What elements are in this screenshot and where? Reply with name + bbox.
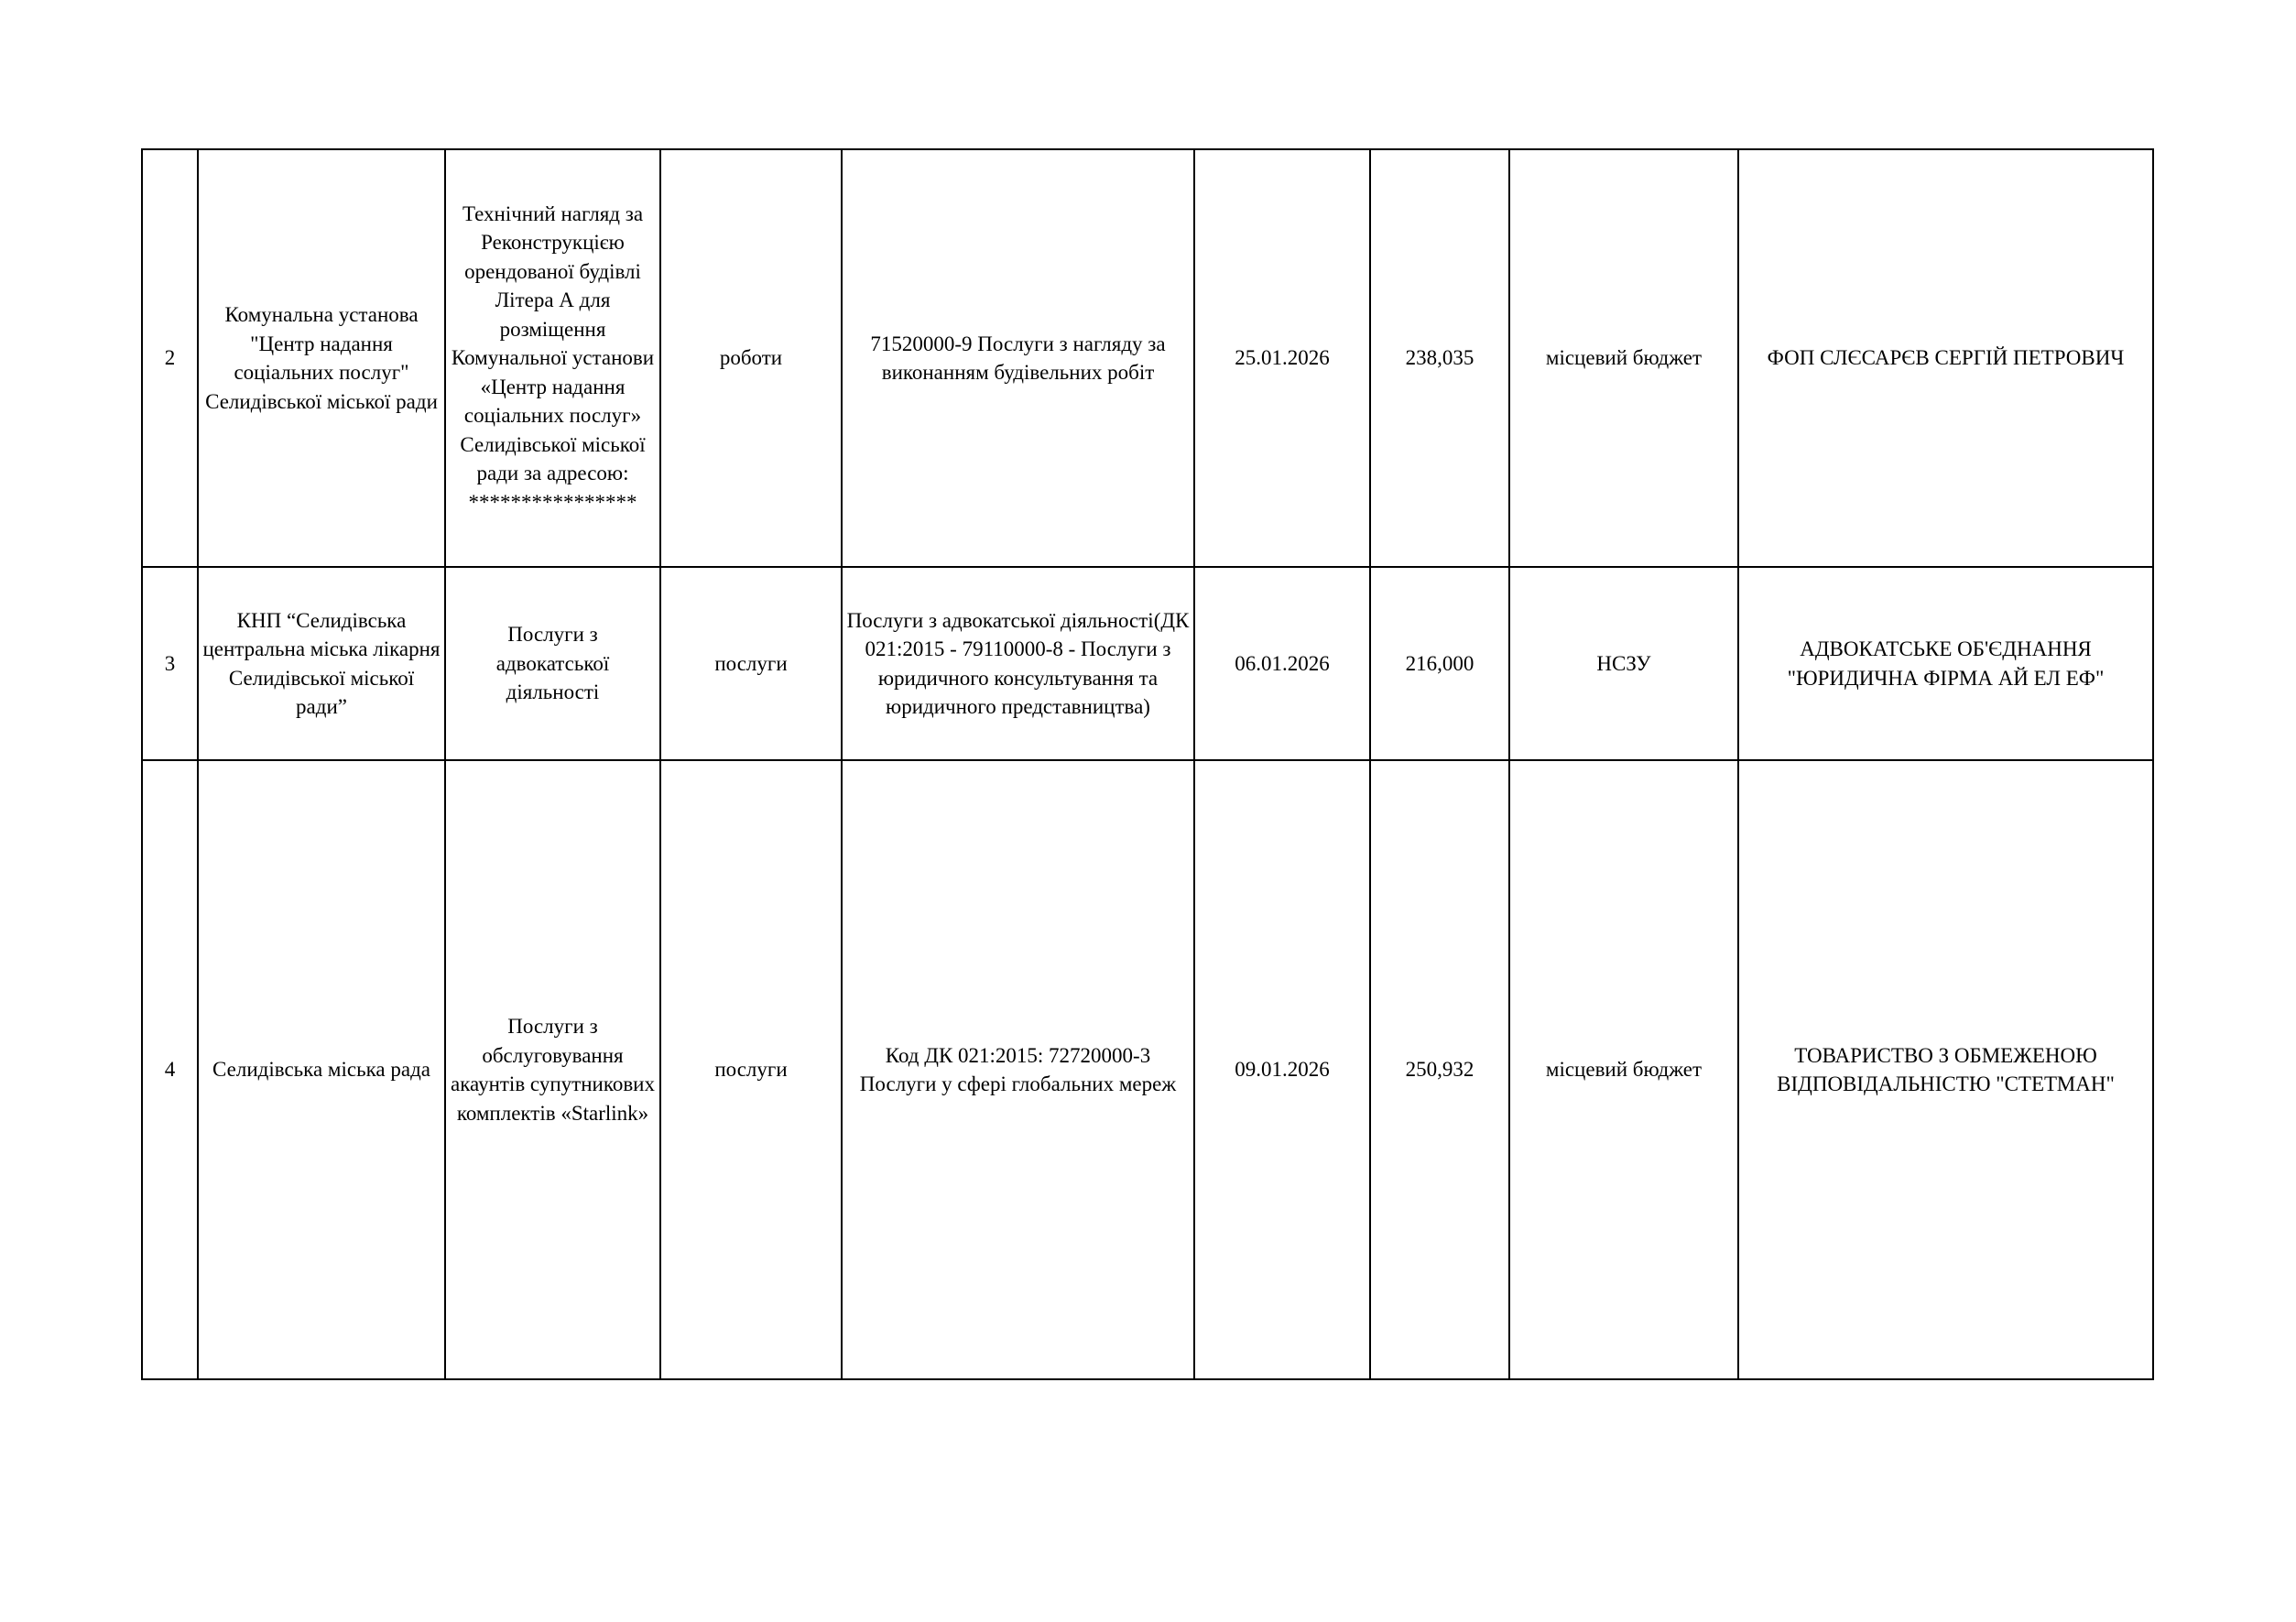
table-row [142, 149, 2153, 567]
customer-cell: Селидівська міська рада [198, 760, 445, 1379]
date-cell: 25.01.2026 [1194, 149, 1370, 567]
date-cell: 06.01.2026 [1194, 567, 1370, 760]
funding-source-cell: місцевий бюджет [1509, 149, 1738, 567]
amount-cell: 216,000 [1370, 567, 1509, 760]
subject-cell: Технічний нагляд за Реконструкцією орендованої будівлі Літера А для розміщення Комунальної установи «Центр надання соціальних послуг» Селидівської міської ради за адресою: **************** [445, 149, 660, 567]
supplier-cell: ТОВАРИСТВО З ОБМЕЖЕНОЮ ВІДПОВІДАЛЬНІСТЮ "СТЕТМАН" [1738, 760, 2153, 1379]
funding-source-cell: місцевий бюджет [1509, 760, 1738, 1379]
classifier-code-cell: Код ДК 021:2015: 72720000-3 Послуги у сфері глобальних мереж [842, 760, 1194, 1379]
customer-cell: КНП “Селидівська центральна міська лікарня Селидівської міської ради” [198, 567, 445, 760]
procurement-sheet [141, 148, 2154, 1380]
classifier-code-cell: 71520000-9 Послуги з нагляду за виконанням будівельних робіт [842, 149, 1194, 567]
supplier-cell: АДВОКАТСЬКЕ ОБ'ЄДНАННЯ "ЮРИДИЧНА ФІРМА АЙ ЕЛ ЕФ" [1738, 567, 2153, 760]
funding-source-cell: НСЗУ [1509, 567, 1738, 760]
procurement-table [141, 148, 2154, 1380]
table-row [142, 567, 2153, 760]
amount-cell: 238,035 [1370, 149, 1509, 567]
table-row [142, 760, 2153, 1379]
subject-cell: Послуги з адвокатської діяльності [445, 567, 660, 760]
amount-cell: 250,932 [1370, 760, 1509, 1379]
row-number: 3 [142, 567, 198, 760]
subject-cell: Послуги з обслуговування акаунтів супутникових комплектів «Starlink» [445, 760, 660, 1379]
procurement-type-cell: роботи [660, 149, 842, 567]
procurement-type-cell: послуги [660, 567, 842, 760]
row-number: 2 [142, 149, 198, 567]
procurement-type-cell: послуги [660, 760, 842, 1379]
customer-cell: Комунальна установа "Центр надання соціальних послуг" Селидівської міської ради [198, 149, 445, 567]
row-number: 4 [142, 760, 198, 1379]
classifier-code-cell: Послуги з адвокатської діяльності(ДК 021:2015 - 79110000-8 - Послуги з юридичного консультування та юридичного представництва) [842, 567, 1194, 760]
date-cell: 09.01.2026 [1194, 760, 1370, 1379]
supplier-cell: ФОП СЛЄСАРЄВ СЕРГІЙ ПЕТРОВИЧ [1738, 149, 2153, 567]
